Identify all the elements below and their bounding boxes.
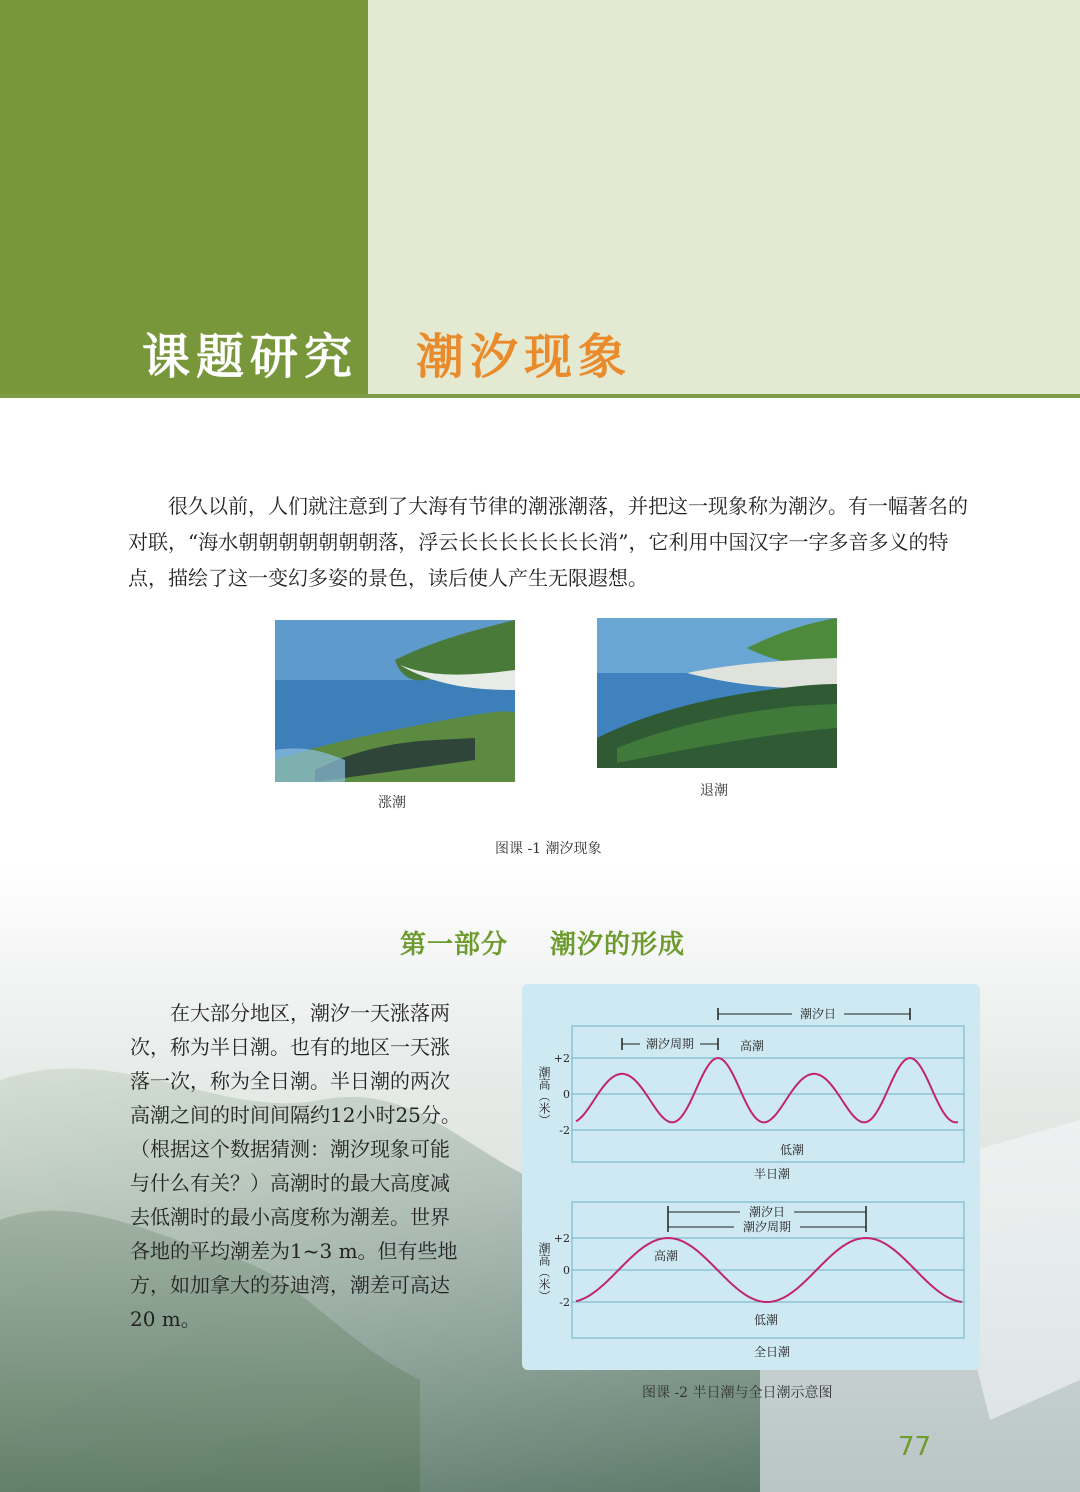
semidiurnal-curve xyxy=(576,1058,958,1122)
semidiurnal-tick-0: 0 xyxy=(563,1088,570,1101)
intro-paragraph: 很久以前，人们就注意到了大海有节律的潮涨潮落，并把这一现象称为潮汐。有一幅著名的对联，“海水朝朝朝朝朝朝朝落，浮云长长长长长长长消”，它利用中国汉字一字多音多义的特点，描绘了这一变幻多姿的景色，读后使人产生无限遐想。 xyxy=(128,494,968,590)
body-paragraph: 在大部分地区，潮汐一天涨落两次，称为半日潮。也有的地区一天涨落一次，称为全日潮。半日潮的两次高潮之间的时间间隔约12小时25分。（根据这个数据猜测：潮汐现象可能与什么有关？）高潮时的最大高度减去低潮时的最小高度称为潮差。世界各地的平均潮差为1~3 m。但有些地方，如加拿大的芬迪湾，潮差可高达 20 m。 xyxy=(130,1001,461,1331)
diurnal-period-label: 潮汐周期 xyxy=(742,1220,792,1234)
diurnal-tick-minus2: -2 xyxy=(559,1296,570,1309)
page-number: 77 xyxy=(898,1432,932,1462)
section-title: 潮汐的形成 xyxy=(550,930,686,960)
semidiurnal-high-label: 高潮 xyxy=(740,1039,765,1053)
semidiurnal-day-label: 潮汐日 xyxy=(799,1007,837,1021)
section-part: 第一部分 xyxy=(400,930,509,960)
semidiurnal-ylabel: 潮高（米） xyxy=(537,1066,551,1126)
diurnal-day-label: 潮汐日 xyxy=(748,1205,786,1219)
semidiurnal-low-label: 低潮 xyxy=(780,1143,805,1157)
semidiurnal-chart xyxy=(537,1006,964,1181)
low-tide-caption: 退潮 xyxy=(700,783,728,799)
diurnal-high-label: 高潮 xyxy=(654,1249,679,1263)
diurnal-tick-plus2: +2 xyxy=(553,1232,570,1245)
section-heading xyxy=(400,924,685,961)
diurnal-title: 全日潮 xyxy=(753,1345,791,1359)
page-title: 潮汐现象 xyxy=(416,329,633,385)
diurnal-ylabel: 潮高（米） xyxy=(537,1242,551,1302)
figure-1-caption: 图课 -1 潮汐现象 xyxy=(495,841,602,857)
high-tide-photo xyxy=(275,620,515,782)
section-label: 课题研究 xyxy=(142,329,359,385)
high-tide-caption: 涨潮 xyxy=(378,795,406,811)
diurnal-low-label: 低潮 xyxy=(754,1313,779,1327)
header-rule xyxy=(0,394,1080,398)
semidiurnal-tick-minus2: -2 xyxy=(559,1124,570,1137)
diurnal-chart xyxy=(537,1202,964,1359)
low-tide-photo xyxy=(597,618,837,768)
tide-diagram-panel xyxy=(522,984,980,1370)
semidiurnal-title: 半日潮 xyxy=(753,1167,791,1181)
semidiurnal-tick-plus2: +2 xyxy=(553,1052,570,1065)
figure-2-caption: 图课 -2 半日潮与全日潮示意图 xyxy=(642,1385,833,1401)
tide-diagram xyxy=(522,984,980,1370)
diurnal-tick-0: 0 xyxy=(563,1264,570,1277)
semidiurnal-period-label: 潮汐周期 xyxy=(645,1037,695,1051)
